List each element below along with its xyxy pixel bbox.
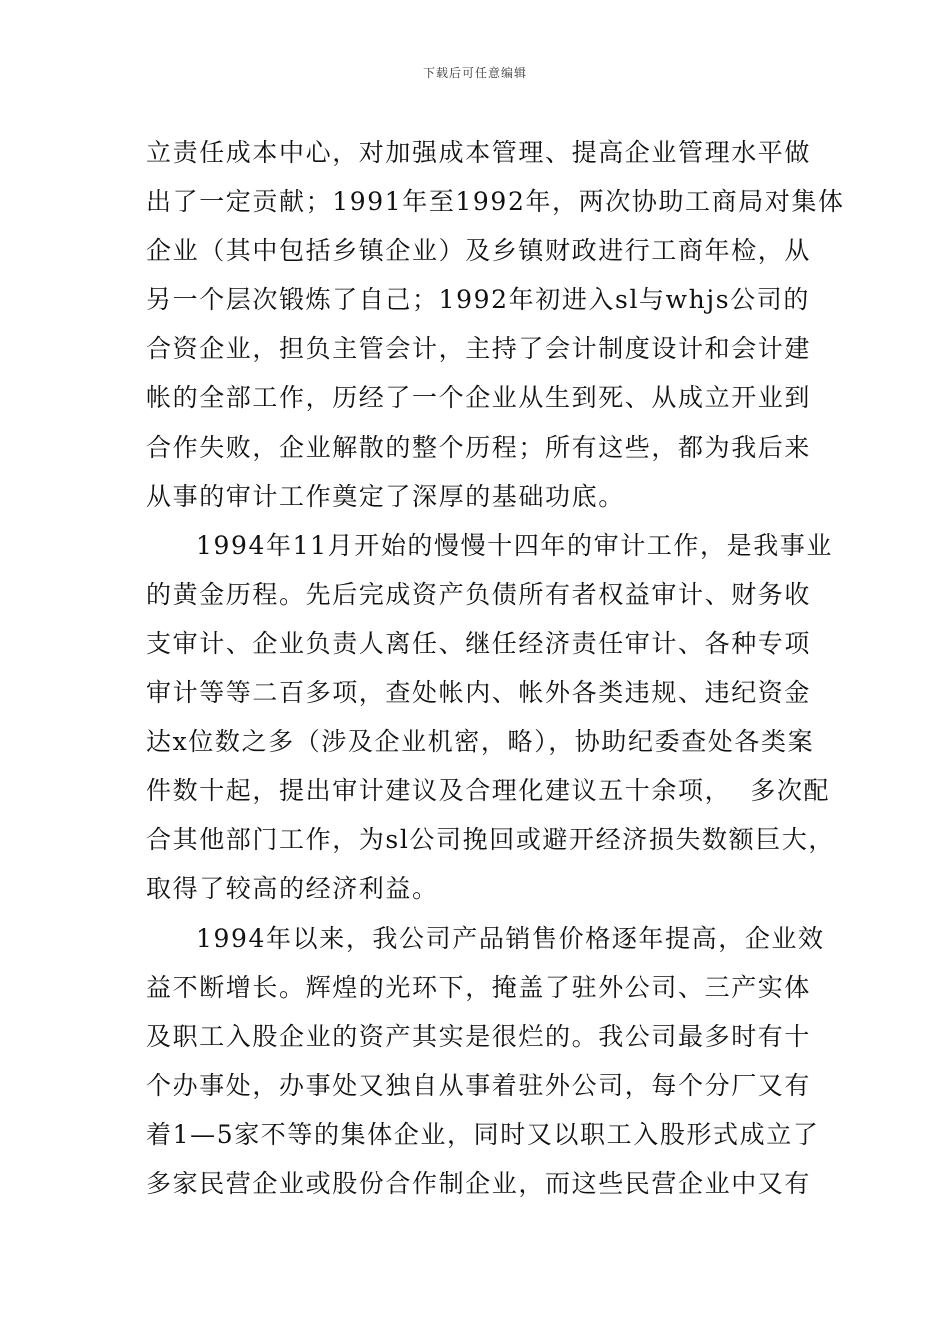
text-line: 益不断增长。辉煌的光环下，掩盖了驻外公司、三产实体 [146, 972, 812, 1002]
text-line: 取得了较高的经济利益。 [146, 874, 439, 904]
text-line: 的黄金历程。先后完成资产负债所有者权益审计、财务收 [146, 579, 812, 609]
text-line: 及职工入股企业的资产其实是很烂的。我公司最多时有十 [146, 1021, 812, 1051]
text-line: 合作失败，企业解散的整个历程；所有这些，都为我后来 [146, 432, 812, 462]
text-line: 合其他部门工作，为sl公司挽回或避开经济损失数额巨大， [146, 825, 836, 855]
paragraph-first-line: 1994年11月开始的慢慢十四年的审计工作，是我事业 [196, 530, 834, 560]
text-line: 着1—5家不等的集体企业，同时又以职工入股形式成立了 [146, 1119, 820, 1149]
text-line: 达x位数之多（涉及企业机密，略），协助纪委查处各类案 [146, 727, 815, 757]
document-body [146, 128, 845, 1208]
text-line: 从事的审计工作奠定了深厚的基础功底。 [146, 481, 625, 511]
text-line: 合资企业，担负主管会计，主持了会计制度设计和会计建 [146, 334, 812, 364]
text-line: 帐的全部工作，历经了一个企业从生到死、从成立开业到 [146, 383, 812, 413]
text-line: 企业（其中包括乡镇企业）及乡镇财政进行工商年检，从 [146, 236, 812, 266]
text-line: 审计等等二百多项，查处帐内、帐外各类违规、违纪资金 [146, 678, 812, 708]
page-header-note: 下载后可任意编辑 [422, 66, 527, 80]
text-line: 立责任成本中心，对加强成本管理、提高企业管理水平做 [146, 138, 812, 167]
text-line: 个办事处，办事处又独自从事着驻外公司，每个分厂又有 [146, 1070, 812, 1100]
paragraph-first-line: 1994年以来，我公司产品销售价格逐年提高，企业效 [196, 923, 825, 953]
text-line: 多家民营企业或股份合作制企业，而这些民营企业中又有 [146, 1168, 812, 1198]
text-line: 另一个层次锻炼了自己；1992年初进入sl与whjs公司的 [146, 285, 810, 315]
text-line: 支审计、企业负责人离任、继任经济责任审计、各种专项 [146, 628, 812, 658]
text-line: 件数十起，提出审计建议及合理化建议五十余项， 多次配 [146, 776, 831, 806]
text-line: 出了一定贡献；1991年至1992年，两次协助工商局对集体 [146, 187, 845, 217]
